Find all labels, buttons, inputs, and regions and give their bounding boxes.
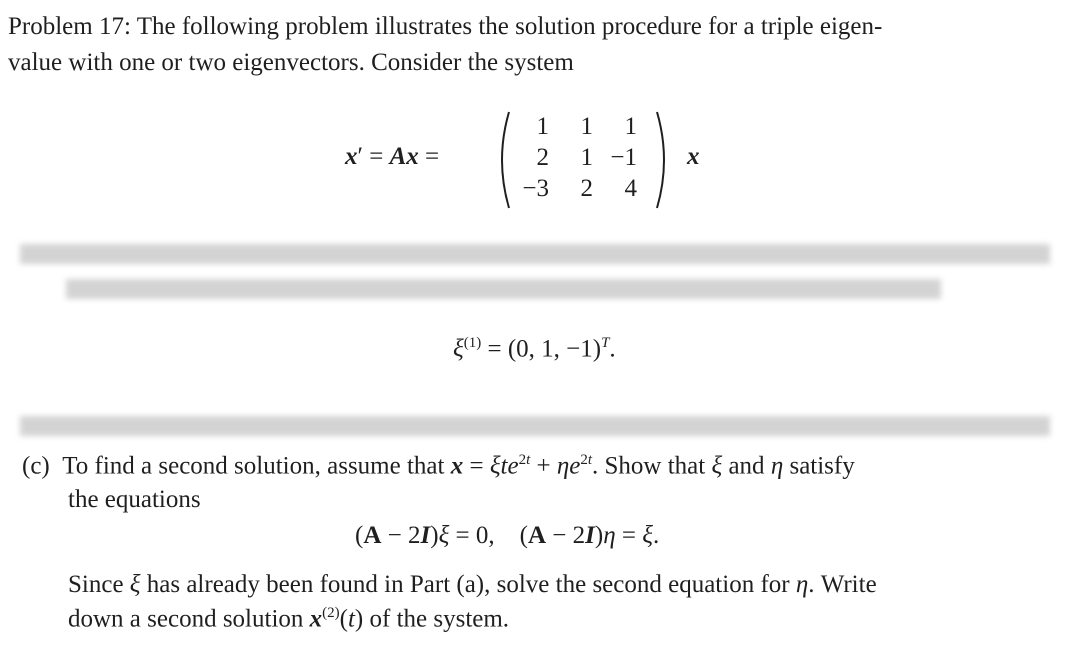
matrix-cell: 1: [536, 113, 549, 140]
part-c-line-2: the equations: [68, 486, 201, 513]
matrix-cell: 4: [624, 175, 637, 202]
vector-x: x: [687, 143, 700, 170]
matrix-cell: 1: [580, 113, 593, 140]
matrix-cell: −3: [522, 175, 549, 202]
problem-statement-line-2: value with one or two eigenvectors. Consider the system: [8, 49, 574, 76]
coefficient-matrix: [517, 114, 649, 202]
part-c-equations: (A − 2I)ξ = 0, (A − 2I)η = ξ.: [355, 522, 660, 549]
system-equation: [345, 110, 725, 210]
redacted-text-row-1: [20, 244, 1050, 264]
part-c-line-3: Since ξ has already been found in Part (a), solve the second equation for η. Write: [68, 571, 877, 598]
redacted-text-row-3: [20, 416, 1050, 436]
matrix-cell: 1: [624, 113, 637, 140]
left-parenthesis: [493, 110, 513, 210]
redacted-text-row-2: [66, 279, 941, 299]
part-c-line-1: (c) To find a second solution, assume that $x = \xi te^{2t} + \eta e^{2t}$. Show that ξ and η satisfy: [22, 452, 855, 480]
matrix-cell: 1: [580, 144, 593, 171]
matrix-cell: 2: [580, 175, 593, 202]
matrix-cell: 2: [536, 144, 549, 171]
eigenvector-xi1: $\xi^{(1)} = (0$, 1, −1)$^T$.: [453, 335, 616, 363]
problem-statement-line-1: Problem 17: The following problem illustrates the solution procedure for a triple eigen-: [8, 13, 883, 40]
matrix-cell: −1: [610, 144, 637, 171]
equation-lhs: x′ = Ax =: [345, 143, 440, 170]
right-parenthesis: [653, 110, 673, 210]
part-c-line-4: down a second solution $x^{(2)}(t)$ of the system.: [68, 605, 510, 633]
